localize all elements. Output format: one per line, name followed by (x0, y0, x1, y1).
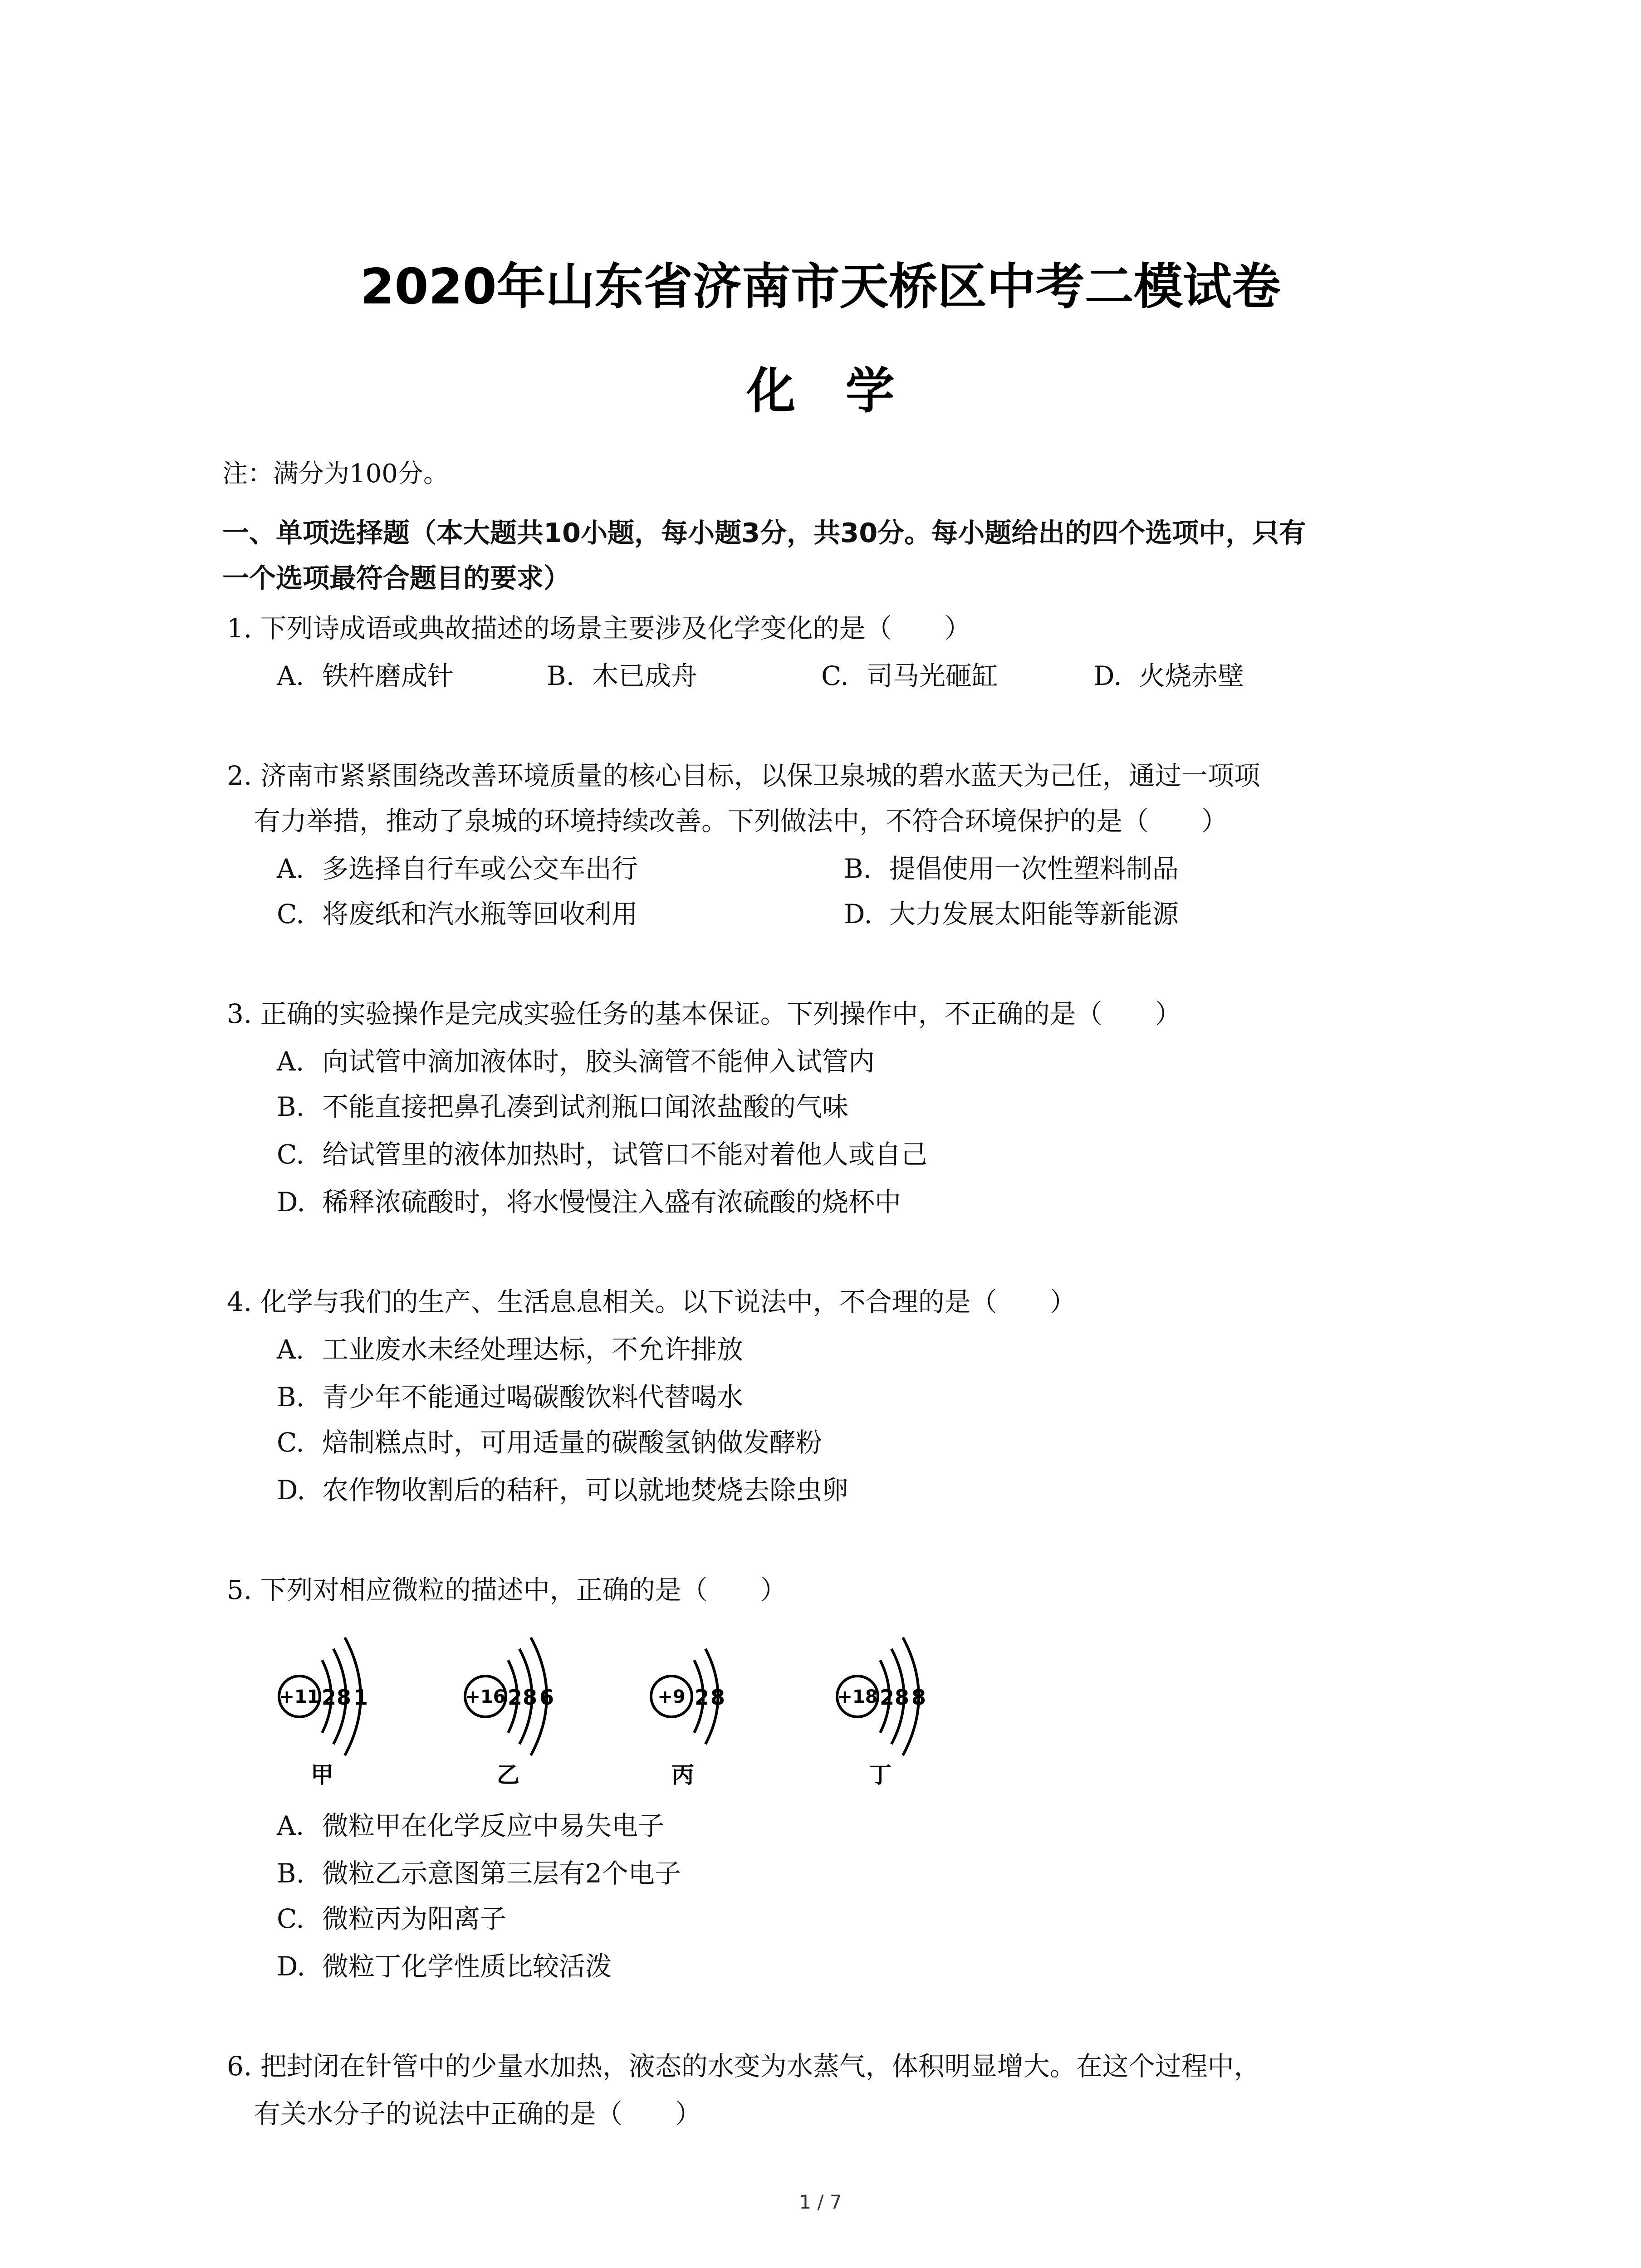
question-1-option-c (821, 658, 998, 694)
section-heading-line2: 一个选项最符合题目的要求） (222, 562, 571, 594)
subject-title: 化学 (746, 363, 945, 420)
atom-name: 丁 (869, 1762, 892, 1788)
question-6-stem: 6. 把封闭在针管中的少量水加热，液态的水变为水蒸气，体积明显增大。在这个过程中， (227, 2051, 1260, 2082)
atom-name: 甲 (311, 1762, 333, 1788)
option-text: 不能直接把鼻孔凑到试剂瓶口闻浓盐酸的气味 (322, 1091, 849, 1122)
shell-electrons: 1 (353, 1685, 368, 1710)
shell-electrons: 8 (336, 1685, 352, 1710)
atom-structure-diagram (268, 1628, 994, 1796)
question-2-stem: 2. 济南市紧紧围绕改善环境质量的核心目标，以保卫泉城的碧水蓝天为己任，通过一项项 (227, 760, 1260, 791)
option-label: D. (844, 899, 872, 929)
exam-title: 2020年山东省济南市天桥区中考二模试卷 (360, 259, 1281, 315)
nucleus-charge: +11 (279, 1686, 320, 1707)
nucleus-charge: +9 (657, 1686, 686, 1707)
option-label: B. (277, 1091, 305, 1122)
option-text: 微粒丙为阳离子 (322, 1903, 507, 1934)
option-label: A. (277, 1334, 304, 1365)
question-5-option-a (277, 1808, 664, 1844)
atom-bing (651, 1649, 725, 1788)
atom-yi (465, 1637, 554, 1788)
option-label: B. (547, 660, 575, 691)
option-label: C. (277, 1427, 304, 1458)
atom-ding (837, 1637, 926, 1788)
option-text: 农作物收割后的秸秆，可以就地焚烧去除虫卵 (322, 1475, 849, 1505)
option-text: 稀释浓硫酸时，将水慢慢注入盛有浓硫酸的烧杯中 (322, 1187, 901, 1217)
option-label: D. (277, 1475, 305, 1505)
question-3-option-b (277, 1089, 848, 1125)
option-label: B. (277, 1858, 305, 1889)
shell-electrons: 8 (911, 1685, 926, 1710)
question-1-option-d (1093, 658, 1244, 694)
option-label: A. (277, 1046, 304, 1077)
shell-electrons: 8 (894, 1685, 910, 1710)
option-label: B. (844, 853, 872, 884)
shell-electrons: 2 (507, 1685, 523, 1710)
question-2-option-d (844, 896, 1179, 932)
section-heading-line1: 一、单项选择题（本大题共10小题，每小题3分，共30分。每小题给出的四个选项中，只有 (222, 517, 1306, 548)
shell-electrons: 8 (710, 1685, 725, 1710)
option-text: 工业废水未经处理达标，不允许排放 (322, 1334, 744, 1365)
option-label: B. (277, 1382, 305, 1413)
question-3-option-d (277, 1184, 901, 1220)
shell-electrons: 2 (879, 1685, 895, 1710)
shell-electrons: 6 (539, 1685, 554, 1710)
option-label: C. (277, 1139, 304, 1170)
shell-electrons: 2 (321, 1685, 337, 1710)
option-text: 青少年不能通过喝碳酸饮料代替喝水 (322, 1382, 744, 1413)
option-text: 向试管中滴加液体时，胶头滴管不能伸入试管内 (322, 1046, 875, 1077)
question-1-option-b (547, 658, 697, 694)
option-text: 铁杵磨成针 (322, 660, 454, 691)
option-text: 大力发展太阳能等新能源 (889, 899, 1179, 929)
question-3-option-c (277, 1136, 927, 1173)
option-text: 火烧赤壁 (1139, 660, 1244, 691)
option-label: D. (1093, 660, 1122, 691)
option-text: 焙制糕点时，可用适量的碳酸氢钠做发酵粉 (322, 1427, 823, 1458)
option-text: 将废纸和汽水瓶等回收利用 (322, 899, 638, 929)
option-label: A. (277, 660, 304, 691)
question-1-option-a (277, 658, 454, 694)
nucleus-charge: +16 (465, 1686, 506, 1707)
question-5-option-c (277, 1901, 506, 1937)
question-4-stem: 4. 化学与我们的生产、生活息息相关。以下说法中，不合理的是（ ） (227, 1286, 1076, 1317)
atom-name: 乙 (497, 1762, 519, 1788)
question-4-option-b (277, 1379, 743, 1415)
question-2-option-c (277, 896, 638, 932)
option-label: C. (277, 1903, 304, 1934)
question-3-option-a (277, 1043, 875, 1080)
atom-name: 丙 (671, 1762, 694, 1788)
shell-electrons: 8 (522, 1685, 538, 1710)
question-6-stem-cont: 有关水分子的说法中正确的是（ ） (254, 2098, 702, 2129)
question-5-option-d (277, 1948, 612, 1984)
question-4-option-c (277, 1424, 822, 1461)
option-label: D. (277, 1187, 305, 1217)
option-label: C. (821, 660, 849, 691)
option-text: 微粒乙示意图第三层有2个电子 (322, 1858, 681, 1889)
option-text: 提倡使用一次性塑料制品 (889, 853, 1179, 884)
option-label: A. (277, 853, 304, 884)
option-text: 多选择自行车或公交车出行 (322, 853, 638, 884)
shell-electrons: 2 (694, 1685, 710, 1710)
option-text: 司马光砸缸 (867, 660, 999, 691)
option-label: D. (277, 1951, 305, 1982)
question-1-stem: 1. 下列诗成语或典故描述的场景主要涉及化学变化的是（ ） (227, 613, 971, 644)
atom-jia (279, 1637, 368, 1788)
option-label: C. (277, 899, 304, 929)
question-4-option-d (277, 1472, 848, 1508)
option-text: 木已成舟 (592, 660, 698, 691)
score-note: 注：满分为100分。 (222, 459, 449, 489)
page-number: 1 / 7 (799, 2191, 842, 2213)
question-2-stem-cont: 有力举措，推动了泉城的环境持续改善。下列做法中，不符合环境保护的是（ ） (254, 806, 1228, 836)
nucleus-charge: +18 (837, 1686, 878, 1707)
question-5-option-b (277, 1855, 681, 1892)
question-4-option-a (277, 1331, 743, 1368)
question-5-stem: 5. 下列对相应微粒的描述中，正确的是（ ） (227, 1574, 787, 1605)
option-text: 给试管里的液体加热时，试管口不能对着他人或自己 (322, 1139, 928, 1170)
question-3-stem: 3. 正确的实验操作是完成实验任务的基本保证。下列操作中，不正确的是（ ） (227, 998, 1181, 1029)
option-label: A. (277, 1810, 304, 1841)
question-2-option-a (277, 850, 638, 887)
option-text: 微粒丁化学性质比较活泼 (322, 1951, 612, 1982)
question-2-option-b (844, 850, 1179, 887)
option-text: 微粒甲在化学反应中易失电子 (322, 1810, 665, 1841)
